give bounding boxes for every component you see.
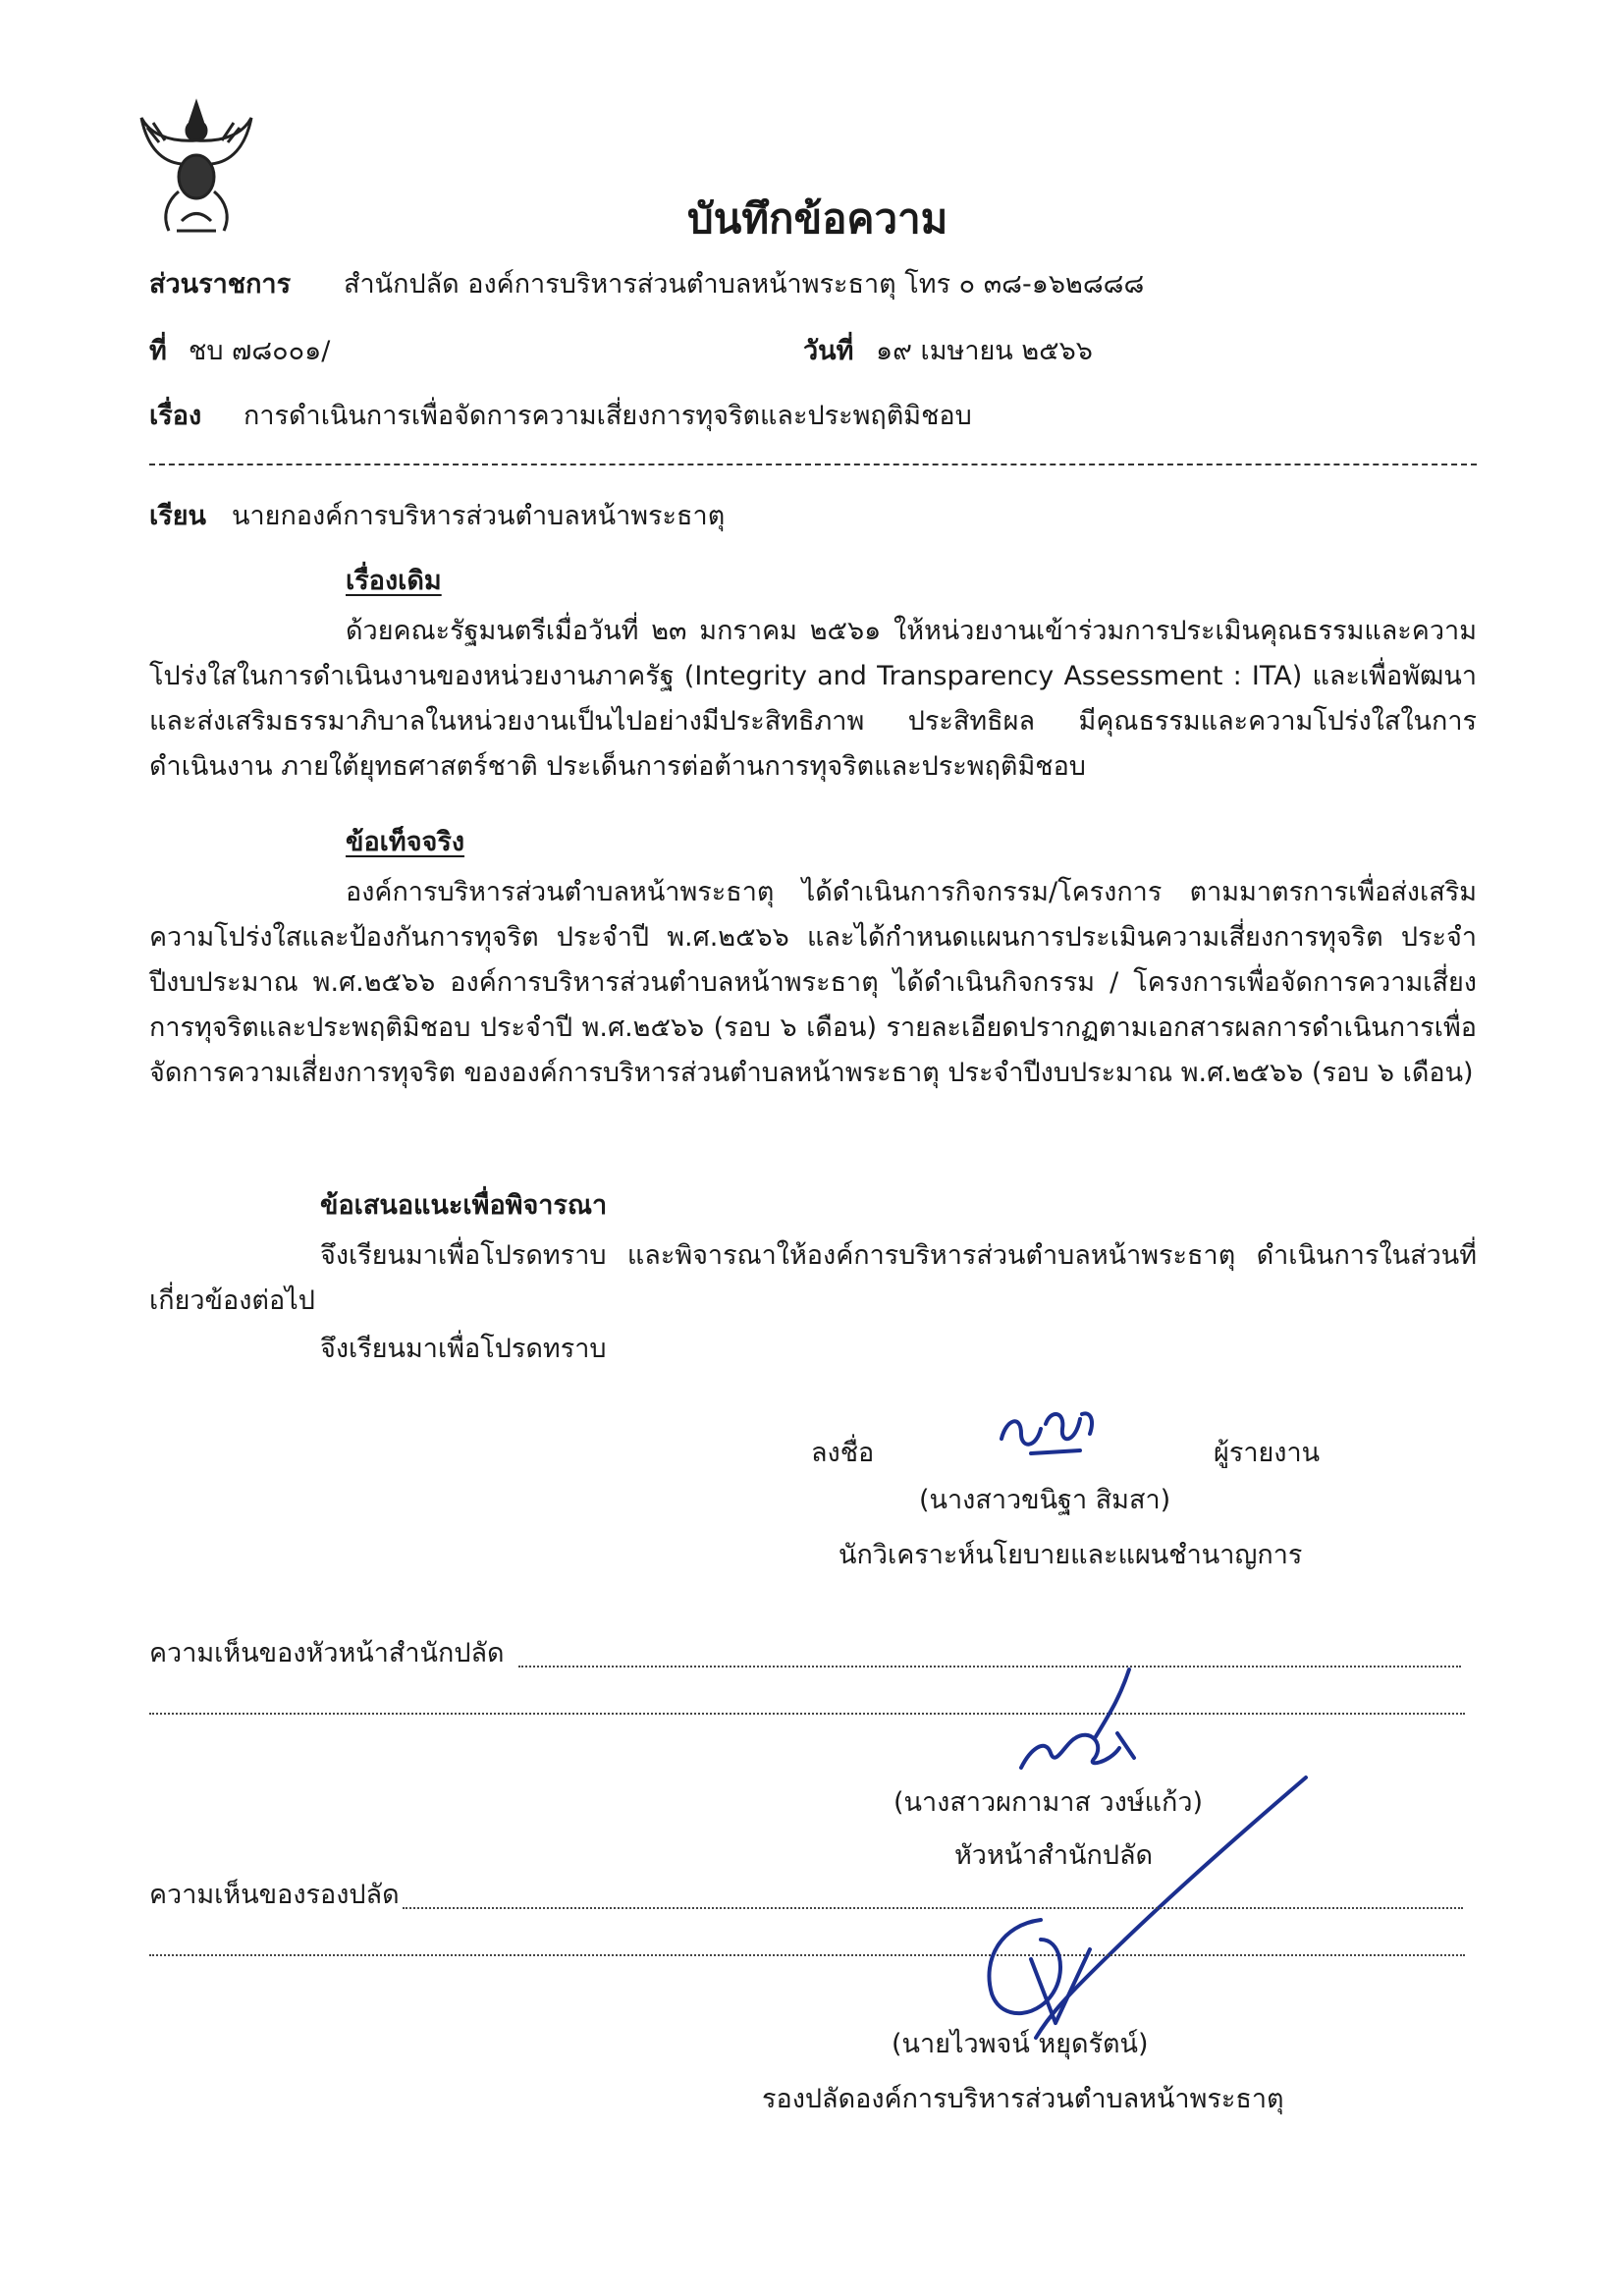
agency-label: ส่วนราชการ (149, 269, 292, 300)
opinion2-handwritten-signature (972, 1900, 1129, 2038)
facts-text: องค์การบริหารส่วนตำบลหน้าพระธาตุ ได้ดำเนินการกิจกรรม/โครงการ ตามมาตรการเพื่อส่งเสริมความโปร่งใสและป้องกันการทุจริต ประจำปี พ.ศ.๒๕๖๖ และได้กำหนดแผนการประเมินความเสี่ยงการทุจริต ประจำปีงบประมาณ พ.ศ.๒๕๖๖ องค์การบริหารส่วนตำบลหน้าพระธาตุ ได้ดำเนินกิจกรรม / โครงการเพื่อจัดการความเสี่ยงการทุจริตและประพฤติมิชอบ ประจำปี พ.ศ.๒๕๖๖ (รอบ ๖ เดือน) รายละเอียดปรากฏตามเอกสารผลการดำเนินการเพื่อจัดการความเสี่ยงการทุจริต ขององค์การบริหารส่วนตำบลหน้าพระธาตุ ประจำปีงบประมาณ พ.ศ.๒๕๖๖ (รอบ ๖ เดือน) (149, 877, 1477, 1088)
proposal-paragraph (149, 1233, 1477, 1324)
ref-label: ที่ (149, 336, 167, 366)
opinion2-dotline-1 (403, 1907, 1463, 1909)
background-text: ด้วยคณะรัฐมนตรีเมื่อวันที่ ๒๓ มกราคม ๒๕๖๑ ให้หน่วยงานเข้าร่วมการประเมินคุณธรรมและความโปร่งใสในการดำเนินงานของหน่วยงานภาครัฐ (Integrity and Transparency Assessment : ITA) และเพื่อพัฒนาและส่งเสริมธรรมาภิบาลในหน่วยงานเป็นไปอย่างมีประสิทธิภาพ ประสิทธิผล มีคุณธรรมและความโปร่งใสในการดำเนินงาน ภายใต้ยุทธศาสตร์ชาติ ประเด็นการต่อต้านการทุจริตและประพฤติมิชอบ (149, 616, 1477, 782)
agency-value: สำนักปลัด องค์การบริหารส่วนตำบลหน้าพระธาตุ โทร ๐ ๓๘-๑๖๒๘๘๘ (344, 269, 1145, 300)
opinion1-dotline-1 (518, 1666, 1461, 1667)
closing-text: จึงเรียนมาเพื่อโปรดทราบ (320, 1334, 607, 1364)
background-heading: เรื่องเดิม (346, 566, 442, 596)
reporter-position: นักวิเคราะห์นโยบายและแผนชำนาญการ (839, 1540, 1303, 1570)
ref-value: ชบ ๗๘๐๐๑/ (189, 336, 331, 366)
opinion1-label: ความเห็นของหัวหน้าสำนักปลัด (149, 1638, 505, 1668)
garuda-emblem-icon (137, 93, 255, 241)
opinion2-label: ความเห็นของรองปลัด (149, 1880, 400, 1910)
reporter-handwritten-signature (992, 1399, 1110, 1468)
memo-title: บันทึกข้อความ (687, 194, 948, 243)
to-label: เรียน (149, 501, 207, 531)
opinion1-position: หัวหน้าสำนักปลัด (954, 1840, 1154, 1871)
opinion1-name: (นางสาวผกามาส วงษ์แก้ว) (893, 1787, 1204, 1818)
opinion1-dotline-2 (149, 1713, 1465, 1715)
subject-value: การดำเนินการเพื่อจัดการความเสี่ยงการทุจริตและประพฤติมิชอบ (244, 401, 972, 431)
opinion2-position: รองปลัดองค์การบริหารส่วนตำบลหน้าพระธาตุ (762, 2084, 1284, 2114)
opinion2-dotline-2 (149, 1954, 1465, 1956)
sign-label: ลงชื่อ (811, 1438, 875, 1468)
facts-heading: ข้อเท็จจริง (346, 827, 465, 857)
proposal-heading: ข้อเสนอแนะเพื่อพิจารณา (320, 1190, 608, 1221)
date-label: วันที่ (803, 336, 854, 366)
subject-label: เรื่อง (149, 401, 202, 431)
facts-paragraph (149, 870, 1477, 1096)
background-paragraph (149, 609, 1477, 790)
proposal-text: จึงเรียนมาเพื่อโปรดทราบ และพิจารณาให้องค์การบริหารส่วนตำบลหน้าพระธาตุ ดำเนินการในส่วนที่เกี่ยวข้องต่อไป (149, 1240, 1477, 1316)
reporter-role: ผู้รายงาน (1214, 1438, 1321, 1468)
header-divider (149, 464, 1477, 465)
to-value: นายกองค์การบริหารส่วนตำบลหน้าพระธาตุ (232, 501, 726, 531)
reporter-name: (นางสาวขนิฐา สิมสา) (919, 1485, 1171, 1515)
date-value: ๑๙ เมษายน ๒๕๖๖ (876, 336, 1093, 366)
opinion2-name: (นายไวพจน์ หยุดรัตน์) (892, 2029, 1149, 2059)
